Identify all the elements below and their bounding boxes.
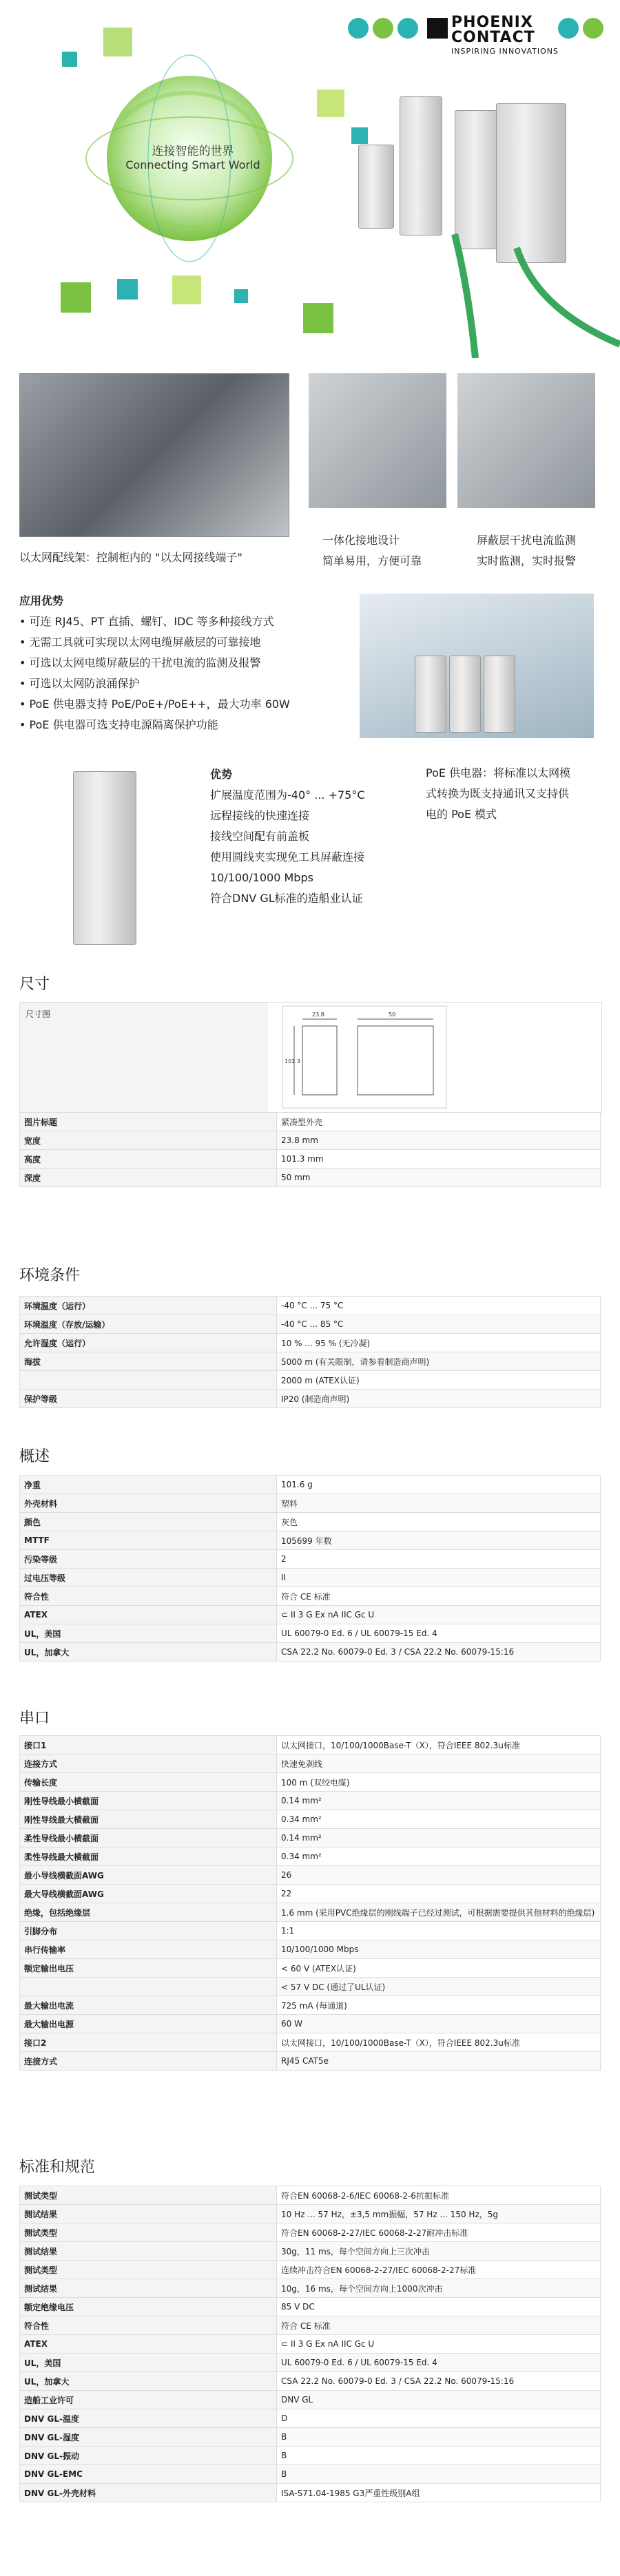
dimensions-table (19, 1112, 601, 1187)
section-title-standards: 标准和规范 (19, 2159, 96, 2176)
spec-key: 图片标题 (20, 1113, 277, 1131)
spec-key: 污染等级 (20, 1550, 277, 1569)
adv-item: 10/100/1000 Mbps (210, 871, 313, 884)
spec-key: 颜色 (20, 1513, 277, 1531)
spec-value: 2 (277, 1550, 601, 1569)
spec-value: 100 m (双绞电缆) (277, 1773, 601, 1792)
table-row (20, 1959, 601, 1978)
spec-value: ⊂ II 3 G Ex nA IIC Gc U (277, 2335, 601, 2354)
spec-value: 101.6 g (277, 1476, 601, 1494)
spec-key: 引脚分布 (20, 1922, 277, 1940)
spec-value: DNV GL (277, 2391, 601, 2409)
spec-value: IP20 (制造商声明) (277, 1390, 601, 1408)
apps-item: • 可连 RJ45、PT 直插、螺钉、IDC 等多种接线方式 (19, 615, 274, 628)
spec-key: UL，加拿大 (20, 1643, 277, 1662)
environment-table (19, 1296, 601, 1408)
spec-value: < 57 V DC (通过了UL认证) (277, 1978, 601, 1996)
spec-key: 高度 (20, 1150, 277, 1169)
spec-key: UL，美国 (20, 1624, 277, 1643)
spec-key: 保护等级 (20, 1390, 277, 1408)
table-row (20, 2015, 601, 2033)
dim-height-label: 101.3 (285, 1058, 300, 1065)
brand-logo-icon (427, 18, 448, 39)
spec-key: 绝缘，包括绝缘层 (20, 1903, 277, 1922)
spec-value: 10 % ... 95 % (无冷凝) (277, 1334, 601, 1352)
brand-dots-right (558, 18, 608, 41)
deco-square (117, 279, 138, 300)
apps-item: • 可选以太网电缆屏蔽层的干扰电流的监测及报警 (19, 656, 261, 669)
spec-value: 105699 年数 (277, 1531, 601, 1550)
spec-key: DNV GL-振动 (20, 2447, 277, 2465)
spec-key: 最小导线横截面AWG (20, 1866, 277, 1885)
advantages-list (210, 764, 365, 909)
spec-key: DNV GL-湿度 (20, 2428, 277, 2447)
adv-item: 符合DNV GL标准的造船业认证 (210, 892, 363, 905)
spec-value: II (277, 1569, 601, 1587)
spec-value: 26 (277, 1866, 601, 1885)
spec-key: 最大输出电流 (20, 1996, 277, 2015)
table-row (20, 1390, 601, 1408)
spec-key: 测试结果 (20, 2242, 277, 2261)
spec-key: 最大导线横截面AWG (20, 1885, 277, 1903)
table-row (20, 1569, 601, 1587)
table-row (20, 1371, 601, 1390)
spec-value: ISA-S71.04-1985 G3严重性级别A组 (277, 2484, 601, 2502)
spec-key: MTTF (20, 1531, 277, 1550)
spec-key: 额定输出电压 (20, 1959, 277, 1978)
spec-value: CSA 22.2 No. 60079-0 Ed. 3 / CSA 22.2 No. 60079-15:16 (277, 2372, 601, 2391)
table-row (20, 1150, 601, 1169)
apps-item: • PoE 供电器支持 PoE/PoE+/PoE++，最大功率 60W (19, 698, 290, 711)
spec-key: 连接方式 (20, 1755, 277, 1773)
apps-item: • 可选以太网防浪涌保护 (19, 677, 140, 690)
brand-logo: PHOENIX CONTACT (451, 14, 535, 46)
table-row (20, 1922, 601, 1940)
serial-table (19, 1735, 601, 2071)
spec-value: 符合 CE 标准 (277, 1587, 601, 1606)
spec-key: 串行传输率 (20, 1940, 277, 1959)
spec-key (20, 1371, 277, 1390)
table-row (20, 1643, 601, 1662)
table-row (20, 2223, 601, 2242)
spec-key: 接口2 (20, 2033, 277, 2052)
table-row (20, 1866, 601, 1885)
deco-square (317, 90, 344, 117)
spec-value: 以太网接口，10/100/1000Base-T（X），符合IEEE 802.3u标准 (277, 2033, 601, 2052)
table-row (20, 2391, 601, 2409)
table-row (20, 1736, 601, 1755)
section-title-serial: 串口 (19, 1710, 50, 1727)
adv-item: 扩展温度范围为-40° ... +75°C (210, 788, 365, 802)
table-row (20, 1113, 601, 1131)
table-row (20, 1885, 601, 1903)
spec-value: UL 60079-0 Ed. 6 / UL 60079-15 Ed. 4 (277, 2354, 601, 2372)
table-row (20, 1131, 601, 1150)
spec-key: 宽度 (20, 1131, 277, 1150)
spec-key: 额定绝缘电压 (20, 2298, 277, 2316)
brand-tagline: INSPIRING INNOVATIONS (451, 47, 559, 56)
spec-value: 101.3 mm (277, 1150, 601, 1169)
caption-grounding-2: 简单易用，方便可靠 (322, 554, 422, 567)
table-row (20, 2372, 601, 2391)
spec-value: 10g，16 ms，每个空间方向上1000次冲击 (277, 2279, 601, 2298)
table-row (20, 2316, 601, 2335)
deco-square (61, 282, 91, 313)
adv-title: 优势 (210, 768, 233, 781)
drawing-label: 尺寸图 (20, 1003, 268, 1113)
deco-square (303, 303, 333, 333)
spec-key: DNV GL-EMC (20, 2465, 277, 2484)
table-row (20, 1810, 601, 1829)
table-row (20, 2428, 601, 2447)
spec-value: 0.34 mm² (277, 1810, 601, 1829)
hero-banner (0, 0, 620, 358)
spec-value: 符合EN 60068-2-6/IEC 60068-2-6抗振标准 (277, 2186, 601, 2205)
apps-item: • 无需工具就可实现以太网电缆屏蔽层的可靠接地 (19, 636, 261, 649)
spec-key: 刚性导线最小横截面 (20, 1792, 277, 1810)
spec-key: 符合性 (20, 2316, 277, 2335)
spec-key: 测试类型 (20, 2223, 277, 2242)
brand-dots (348, 18, 422, 41)
table-row (20, 2484, 601, 2502)
spec-key: DNV GL-外壳材料 (20, 2484, 277, 2502)
table-row (20, 1996, 601, 2015)
table-row (20, 2335, 601, 2354)
spec-key: 净重 (20, 1476, 277, 1494)
spec-key: 海拔 (20, 1352, 277, 1371)
table-row (20, 2052, 601, 2071)
poe-description: PoE 供电器：将标准以太网模 式转换为既支持通讯又支持供 电的 PoE 模式 (426, 766, 571, 821)
spec-value: 5000 m (有关限制，请参看制造商声明) (277, 1352, 601, 1371)
table-row (20, 1494, 601, 1513)
spec-value: 22 (277, 1885, 601, 1903)
table-row (20, 2261, 601, 2279)
table-row (20, 1297, 601, 1315)
spec-key: 外壳材料 (20, 1494, 277, 1513)
spec-value: 30g，11 ms，每个空间方向上三次冲击 (277, 2242, 601, 2261)
dim-depth-label: 50 (389, 1012, 396, 1018)
dim-width-label: 23.8 (312, 1012, 324, 1018)
spec-key: 造船工业许可 (20, 2391, 277, 2409)
table-row (20, 1624, 601, 1643)
spec-value: 85 V DC (277, 2298, 601, 2316)
spec-key: 测试类型 (20, 2186, 277, 2205)
table-row (20, 2465, 601, 2484)
dimension-drawing (282, 1005, 447, 1109)
table-row (20, 2033, 601, 2052)
table-row (20, 1587, 601, 1606)
spec-value: 1.6 mm (采用PVC绝缘层的刚线端子已经过测试，可根据需要提供其他材料的绝缘层) (277, 1903, 601, 1922)
spec-value: < 60 V (ATEX认证) (277, 1959, 601, 1978)
spec-value: 23.8 mm (277, 1131, 601, 1150)
adv-item: 远程接线的快速连接 (210, 809, 310, 822)
table-row (20, 2279, 601, 2298)
deco-square (234, 289, 248, 303)
section-title-environment: 环境条件 (19, 1267, 81, 1284)
spec-value: 10 Hz ... 57 Hz，±3,5 mm振幅，57 Hz ... 150 Hz，5g (277, 2205, 601, 2223)
spec-key: 测试结果 (20, 2205, 277, 2223)
product-photo (66, 771, 156, 943)
spec-key: 符合性 (20, 1587, 277, 1606)
spec-value: 紧凑型外壳 (277, 1113, 601, 1131)
spec-key: UL，加拿大 (20, 2372, 277, 2391)
apps-list (19, 611, 290, 735)
spec-key: 环境温度（运行） (20, 1297, 277, 1315)
poe-photo (360, 594, 594, 738)
apps-item: • PoE 供电器可选支持电源隔离保护功能 (19, 718, 218, 731)
section-title-dimensions: 尺寸 (19, 976, 50, 993)
spec-value: 725 mA (每通道) (277, 1996, 601, 2015)
standards-table (19, 2186, 601, 2502)
spec-key: 传输长度 (20, 1773, 277, 1792)
table-row (20, 1334, 601, 1352)
spec-value: 符合 CE 标准 (277, 2316, 601, 2335)
spec-value: 塑料 (277, 1494, 601, 1513)
deco-square (351, 127, 368, 144)
spec-value: 2000 m (ATEX认证) (277, 1371, 601, 1390)
spec-key: 深度 (20, 1169, 277, 1187)
adv-item: 使用圆线夹实现免工具屏蔽连接 (210, 850, 365, 863)
hero-title-en: Connecting Smart World (125, 158, 260, 171)
spec-value: -40 °C ... 85 °C (277, 1315, 601, 1334)
spec-value: B (277, 2465, 601, 2484)
product-module (358, 145, 394, 229)
table-row (20, 1531, 601, 1550)
table-row (20, 1513, 601, 1531)
table-row (20, 1606, 601, 1624)
table-row (20, 1755, 601, 1773)
monitoring-photo (457, 373, 595, 508)
spec-value: -40 °C ... 75 °C (277, 1297, 601, 1315)
table-row (20, 2447, 601, 2465)
spec-value: 0.14 mm² (277, 1829, 601, 1847)
cabinet-photo (19, 373, 289, 537)
spec-value: 快速免剥线 (277, 1755, 601, 1773)
spec-value: 1:1 (277, 1922, 601, 1940)
deco-square (172, 275, 201, 304)
spec-key: 测试结果 (20, 2279, 277, 2298)
spec-value: 10/100/1000 Mbps (277, 1940, 601, 1959)
table-row (20, 1847, 601, 1866)
table-row (20, 2186, 601, 2205)
spec-key: 过电压等级 (20, 1569, 277, 1587)
spec-value: UL 60079-0 Ed. 6 / UL 60079-15 Ed. 4 (277, 1624, 601, 1643)
caption-monitor-2: 实时监测，实时报警 (477, 554, 577, 567)
spec-key: 测试类型 (20, 2261, 277, 2279)
spec-value: RJ45 CAT5e (277, 2052, 601, 2071)
spec-key: ATEX (20, 1606, 277, 1624)
table-row (20, 2205, 601, 2223)
table-row (20, 1550, 601, 1569)
spec-value: 0.34 mm² (277, 1847, 601, 1866)
spec-value: ⊂ II 3 G Ex nA IIC Gc U (277, 1606, 601, 1624)
spec-value: B (277, 2428, 601, 2447)
spec-key: 环境温度（存放/运输） (20, 1315, 277, 1334)
spec-value: 60 W (277, 2015, 601, 2033)
table-row (20, 1352, 601, 1371)
spec-key: 柔性导线最小横截面 (20, 1829, 277, 1847)
spec-key: 最大输出电源 (20, 2015, 277, 2033)
spec-value: D (277, 2409, 601, 2428)
spec-value: 以太网接口，10/100/1000Base-T（X），符合IEEE 802.3u标准 (277, 1736, 601, 1755)
spec-key: 刚性导线最大横截面 (20, 1810, 277, 1829)
spec-key: ATEX (20, 2335, 277, 2354)
spec-value: 50 mm (277, 1169, 601, 1187)
table-row (20, 1978, 601, 1996)
table-row (20, 1315, 601, 1334)
table-row (20, 1773, 601, 1792)
table-row (20, 1169, 601, 1187)
table-row (20, 1792, 601, 1810)
spec-value: B (277, 2447, 601, 2465)
spec-key: 接口1 (20, 1736, 277, 1755)
table-row (20, 1940, 601, 1959)
table-row (20, 2298, 601, 2316)
table-row (20, 2354, 601, 2372)
spec-value: 灰色 (277, 1513, 601, 1531)
table-row (20, 1903, 601, 1922)
cable-illustration (413, 207, 620, 358)
spec-key: DNV GL-温度 (20, 2409, 277, 2428)
spec-value: 连续冲击符合EN 60068-2-27/IEC 60068-2-27标准 (277, 2261, 601, 2279)
hero-title-cn: 连接智能的世界 (152, 145, 234, 158)
spec-key: 允许湿度（运行） (20, 1334, 277, 1352)
dimension-drawing-row (19, 1002, 602, 1113)
table-row (20, 2409, 601, 2428)
spec-key: 柔性导线最大横截面 (20, 1847, 277, 1866)
adv-item: 接线空间配有前盖板 (210, 830, 310, 843)
table-row (20, 1829, 601, 1847)
spec-value: 0.14 mm² (277, 1792, 601, 1810)
grounding-photo (309, 373, 446, 508)
deco-square (62, 52, 77, 67)
table-row (20, 2242, 601, 2261)
table-row (20, 1476, 601, 1494)
caption-patch-panel: 以太网配线架：控制柜内的 "以太网接线端子" (19, 551, 242, 564)
caption-grounding-1: 一体化接地设计 (322, 534, 400, 547)
overview-table (19, 1475, 601, 1662)
spec-key: UL，美国 (20, 2354, 277, 2372)
spec-value: 符合EN 60068-2-27/IEC 60068-2-27耐冲击标准 (277, 2223, 601, 2242)
spec-key (20, 1978, 277, 1996)
spec-key: 连接方式 (20, 2052, 277, 2071)
caption-monitor-1: 屏蔽层干扰电流监测 (477, 534, 577, 547)
spec-value: CSA 22.2 No. 60079-0 Ed. 3 / CSA 22.2 No. 60079-15:16 (277, 1643, 601, 1662)
apps-title: 应用优势 (19, 594, 64, 607)
section-title-overview: 概述 (19, 1448, 50, 1465)
